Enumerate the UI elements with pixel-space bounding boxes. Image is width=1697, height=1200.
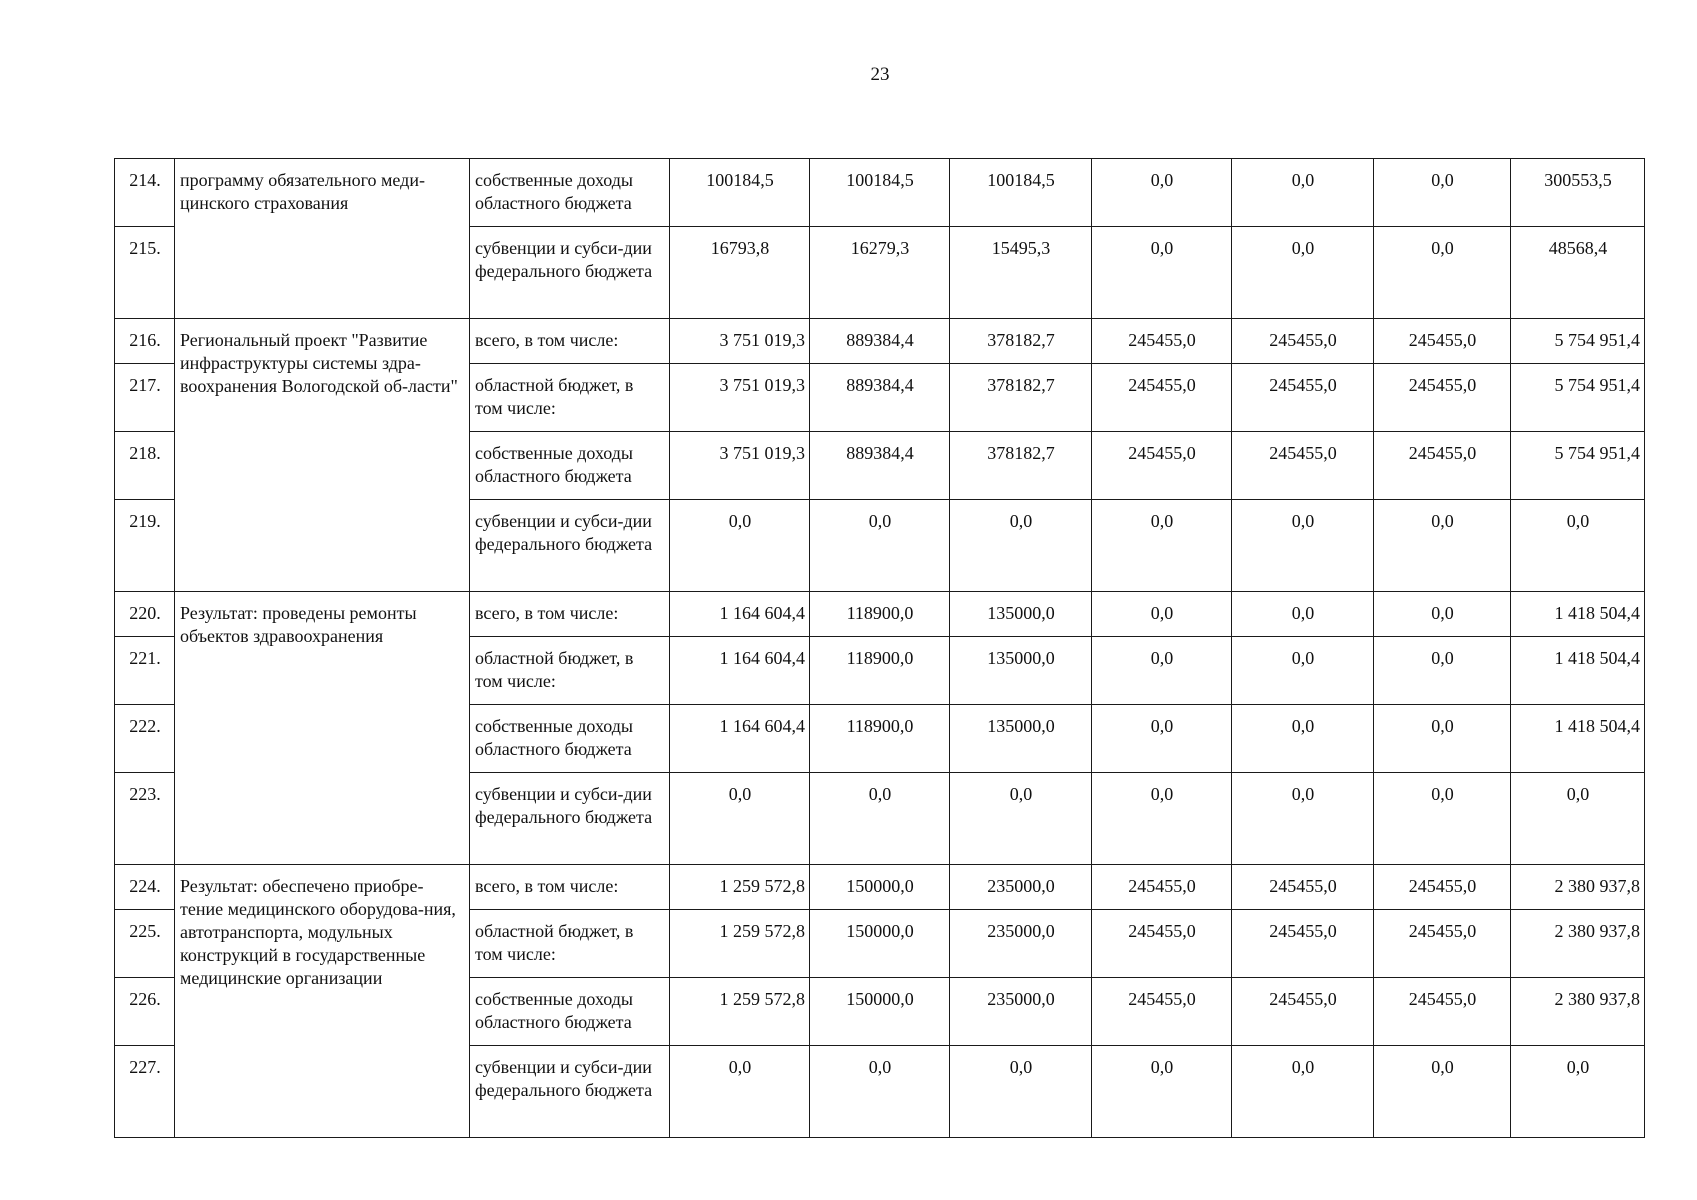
value-cell: 0,0 <box>1092 500 1232 592</box>
value-cell: 150000,0 <box>810 910 950 978</box>
value-cell: 245455,0 <box>1092 319 1232 364</box>
value-cell: 135000,0 <box>950 592 1092 637</box>
value-cell: 2 380 937,8 <box>1511 978 1645 1046</box>
value-cell: 3 751 019,3 <box>670 432 810 500</box>
table-row <box>115 865 1645 910</box>
value-cell: 150000,0 <box>810 865 950 910</box>
value-cell: 0,0 <box>670 773 810 865</box>
funding-source: субвенции и субси-дии федерального бюджета <box>470 1046 670 1138</box>
value-cell: 118900,0 <box>810 637 950 705</box>
value-cell: 0,0 <box>1511 773 1645 865</box>
value-cell: 0,0 <box>1374 500 1511 592</box>
value-cell: 0,0 <box>1232 500 1374 592</box>
value-cell: 245455,0 <box>1374 319 1511 364</box>
value-cell: 0,0 <box>1232 227 1374 319</box>
value-cell: 15495,3 <box>950 227 1092 319</box>
value-cell: 0,0 <box>1232 705 1374 773</box>
value-cell: 245455,0 <box>1232 432 1374 500</box>
value-cell: 245455,0 <box>1232 364 1374 432</box>
value-cell: 100184,5 <box>950 159 1092 227</box>
value-cell: 300553,5 <box>1511 159 1645 227</box>
value-cell: 0,0 <box>1374 227 1511 319</box>
value-cell: 0,0 <box>1232 773 1374 865</box>
value-cell: 5 754 951,4 <box>1511 432 1645 500</box>
funding-source: собственные доходы областного бюджета <box>470 432 670 500</box>
value-cell: 245455,0 <box>1092 978 1232 1046</box>
funding-source: всего, в том числе: <box>470 592 670 637</box>
value-cell: 0,0 <box>1374 705 1511 773</box>
value-cell: 16279,3 <box>810 227 950 319</box>
value-cell: 0,0 <box>1092 705 1232 773</box>
value-cell: 0,0 <box>1092 227 1232 319</box>
value-cell: 3 751 019,3 <box>670 364 810 432</box>
value-cell: 0,0 <box>1092 159 1232 227</box>
value-cell: 0,0 <box>810 1046 950 1138</box>
value-cell: 245455,0 <box>1374 432 1511 500</box>
value-cell: 3 751 019,3 <box>670 319 810 364</box>
page-number: 23 <box>870 64 890 85</box>
value-cell: 1 164 604,4 <box>670 705 810 773</box>
value-cell: 0,0 <box>670 1046 810 1138</box>
funding-source: субвенции и субси-дии федерального бюджета <box>470 227 670 319</box>
row-number: 216. <box>115 319 175 364</box>
row-description: Результат: проведены ремонты объектов здравоохранения <box>175 592 470 865</box>
value-cell: 245455,0 <box>1232 910 1374 978</box>
value-cell: 378182,7 <box>950 432 1092 500</box>
value-cell: 245455,0 <box>1374 910 1511 978</box>
value-cell: 0,0 <box>1232 1046 1374 1138</box>
value-cell: 1 418 504,4 <box>1511 705 1645 773</box>
budget-table <box>114 158 1645 1138</box>
funding-source: собственные доходы областного бюджета <box>470 159 670 227</box>
value-cell: 0,0 <box>1511 500 1645 592</box>
funding-source: собственные доходы областного бюджета <box>470 705 670 773</box>
value-cell: 1 259 572,8 <box>670 910 810 978</box>
value-cell: 1 164 604,4 <box>670 592 810 637</box>
value-cell: 2 380 937,8 <box>1511 910 1645 978</box>
funding-source: областной бюджет, в том числе: <box>470 910 670 978</box>
row-number: 214. <box>115 159 175 227</box>
value-cell: 1 259 572,8 <box>670 978 810 1046</box>
value-cell: 235000,0 <box>950 865 1092 910</box>
value-cell: 245455,0 <box>1374 865 1511 910</box>
funding-source: субвенции и субси-дии федерального бюджета <box>470 500 670 592</box>
value-cell: 378182,7 <box>950 364 1092 432</box>
value-cell: 5 754 951,4 <box>1511 364 1645 432</box>
value-cell: 245455,0 <box>1092 865 1232 910</box>
row-number: 215. <box>115 227 175 319</box>
value-cell: 48568,4 <box>1511 227 1645 319</box>
value-cell: 0,0 <box>1374 592 1511 637</box>
value-cell: 0,0 <box>810 773 950 865</box>
value-cell: 0,0 <box>950 500 1092 592</box>
value-cell: 889384,4 <box>810 319 950 364</box>
value-cell: 0,0 <box>1232 637 1374 705</box>
value-cell: 0,0 <box>1092 637 1232 705</box>
value-cell: 100184,5 <box>670 159 810 227</box>
row-number: 218. <box>115 432 175 500</box>
value-cell: 889384,4 <box>810 432 950 500</box>
funding-source: областной бюджет, в том числе: <box>470 637 670 705</box>
row-number: 226. <box>115 978 175 1046</box>
value-cell: 0,0 <box>1511 1046 1645 1138</box>
value-cell: 118900,0 <box>810 592 950 637</box>
row-description: Результат: обеспечено приобре-тение медицинского оборудова-ния, автотранспорта, модульных конструкций в государственные медицинские организации <box>175 865 470 1138</box>
value-cell: 1 418 504,4 <box>1511 637 1645 705</box>
value-cell: 0,0 <box>950 773 1092 865</box>
value-cell: 235000,0 <box>950 910 1092 978</box>
value-cell: 135000,0 <box>950 637 1092 705</box>
row-description: Региональный проект "Развитие инфраструктуры системы здра-воохранения Вологодской об-ласти" <box>175 319 470 592</box>
table-row <box>115 319 1645 364</box>
row-number: 224. <box>115 865 175 910</box>
value-cell: 2 380 937,8 <box>1511 865 1645 910</box>
value-cell: 150000,0 <box>810 978 950 1046</box>
value-cell: 1 164 604,4 <box>670 637 810 705</box>
value-cell: 235000,0 <box>950 978 1092 1046</box>
funding-source: собственные доходы областного бюджета <box>470 978 670 1046</box>
row-number: 223. <box>115 773 175 865</box>
value-cell: 1 259 572,8 <box>670 865 810 910</box>
value-cell: 0,0 <box>1374 773 1511 865</box>
value-cell: 135000,0 <box>950 705 1092 773</box>
value-cell: 0,0 <box>1232 592 1374 637</box>
value-cell: 245455,0 <box>1092 432 1232 500</box>
row-number: 227. <box>115 1046 175 1138</box>
funding-source: всего, в том числе: <box>470 319 670 364</box>
funding-source: областной бюджет, в том числе: <box>470 364 670 432</box>
value-cell: 0,0 <box>1092 773 1232 865</box>
value-cell: 245455,0 <box>1232 978 1374 1046</box>
row-number: 220. <box>115 592 175 637</box>
value-cell: 16793,8 <box>670 227 810 319</box>
value-cell: 0,0 <box>1092 592 1232 637</box>
value-cell: 0,0 <box>1374 637 1511 705</box>
row-number: 222. <box>115 705 175 773</box>
funding-source: субвенции и субси-дии федерального бюджета <box>470 773 670 865</box>
value-cell: 0,0 <box>670 500 810 592</box>
table-row <box>115 159 1645 227</box>
value-cell: 245455,0 <box>1232 865 1374 910</box>
row-number: 221. <box>115 637 175 705</box>
row-number: 219. <box>115 500 175 592</box>
value-cell: 100184,5 <box>810 159 950 227</box>
value-cell: 245455,0 <box>1374 364 1511 432</box>
value-cell: 0,0 <box>1374 1046 1511 1138</box>
funding-source: всего, в том числе: <box>470 865 670 910</box>
row-number: 217. <box>115 364 175 432</box>
value-cell: 245455,0 <box>1092 910 1232 978</box>
value-cell: 889384,4 <box>810 364 950 432</box>
value-cell: 378182,7 <box>950 319 1092 364</box>
value-cell: 0,0 <box>950 1046 1092 1138</box>
value-cell: 245455,0 <box>1232 319 1374 364</box>
row-number: 225. <box>115 910 175 978</box>
value-cell: 118900,0 <box>810 705 950 773</box>
value-cell: 245455,0 <box>1374 978 1511 1046</box>
value-cell: 245455,0 <box>1092 364 1232 432</box>
value-cell: 5 754 951,4 <box>1511 319 1645 364</box>
value-cell: 0,0 <box>1092 1046 1232 1138</box>
row-description: программу обязательного меди-цинского страхования <box>175 159 470 319</box>
table-row <box>115 592 1645 637</box>
value-cell: 0,0 <box>1232 159 1374 227</box>
value-cell: 0,0 <box>810 500 950 592</box>
value-cell: 0,0 <box>1374 159 1511 227</box>
value-cell: 1 418 504,4 <box>1511 592 1645 637</box>
